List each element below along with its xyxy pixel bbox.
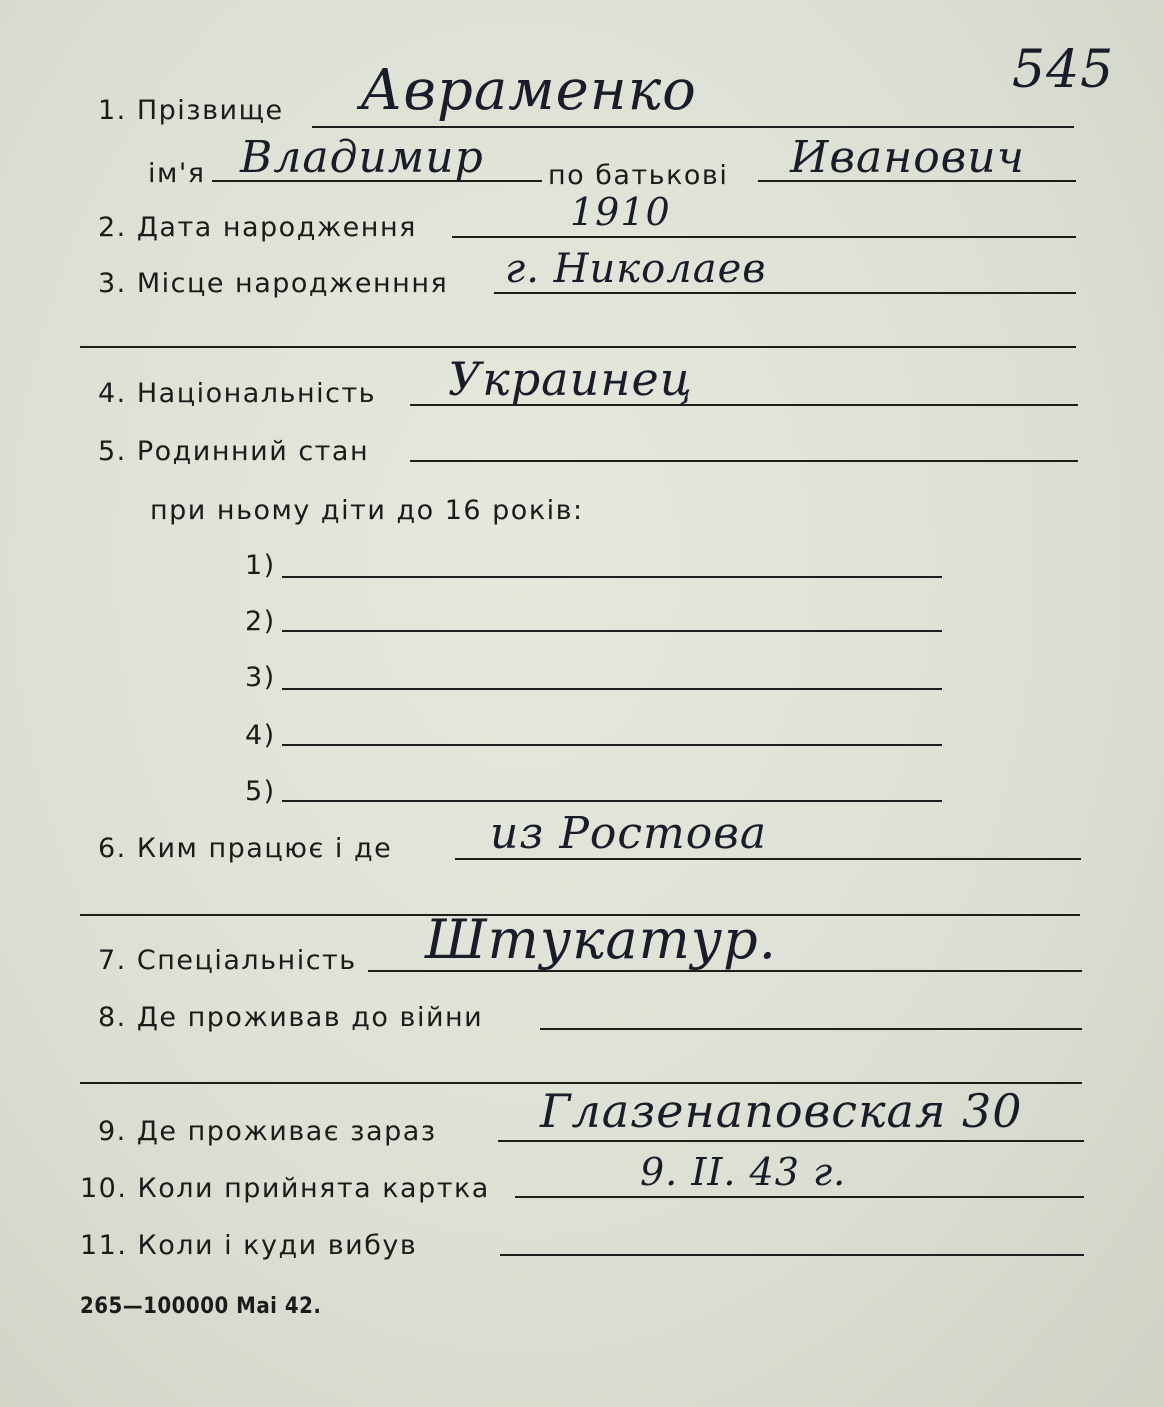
card-accepted-line	[515, 1196, 1084, 1198]
prewar-residence-line	[540, 1028, 1082, 1030]
child-line-1	[282, 576, 942, 578]
patronymic-value: Иванович	[790, 132, 1026, 183]
current-residence-value: Глазенаповская 30	[540, 1084, 1023, 1138]
surname-label: 1. Прізвище	[98, 95, 284, 126]
archive-number: 545	[1012, 40, 1115, 100]
departure-line	[500, 1254, 1084, 1256]
surname-line	[312, 126, 1074, 128]
child-item-5: 5)	[245, 776, 276, 807]
birth-place-extra-line	[80, 346, 1076, 348]
patronymic-label: по батькові	[548, 160, 729, 191]
card-accepted-value: 9. II. 43 г.	[640, 1150, 847, 1194]
specialty-label: 7. Спеціальність	[98, 945, 357, 976]
specialty-value: Штукатур.	[425, 908, 777, 971]
current-residence-line	[498, 1140, 1084, 1142]
child-item-2: 2)	[245, 606, 276, 637]
first-name-value: Владимир	[240, 132, 484, 183]
child-item-3: 3)	[245, 662, 276, 693]
children-label: при ньому діти до 16 років:	[150, 495, 584, 526]
card-accepted-label: 10. Коли прийнята картка	[80, 1173, 490, 1204]
prewar-residence-label: 8. Де проживав до війни	[98, 1002, 484, 1033]
child-item-4: 4)	[245, 720, 276, 751]
marital-status-line	[410, 460, 1078, 462]
child-line-5	[282, 800, 942, 802]
child-line-3	[282, 688, 942, 690]
child-item-1: 1)	[245, 550, 276, 581]
birth-place-label: 3. Місце народженння	[98, 268, 449, 299]
work-label: 6. Ким працює і де	[98, 833, 393, 864]
departure-label: 11. Коли і куди вибув	[80, 1230, 418, 1261]
marital-status-label: 5. Родинний стан	[98, 436, 370, 467]
first-name-label: ім'я	[148, 158, 206, 189]
birth-date-value: 1910	[570, 190, 671, 234]
print-code: 265—100000 Mai 42.	[80, 1294, 322, 1319]
birth-place-value: г. Николаев	[505, 246, 767, 292]
nationality-value: Украинец	[448, 352, 693, 406]
birth-place-line	[494, 292, 1076, 294]
surname-value: Авраменко	[360, 58, 697, 123]
birth-date-label: 2. Дата народження	[98, 212, 417, 243]
child-line-4	[282, 744, 942, 746]
nationality-label: 4. Національність	[98, 378, 377, 409]
child-line-2	[282, 630, 942, 632]
current-residence-label: 9. Де проживає зараз	[98, 1116, 437, 1147]
work-value: из Ростова	[490, 808, 768, 859]
birth-date-line	[452, 236, 1076, 238]
